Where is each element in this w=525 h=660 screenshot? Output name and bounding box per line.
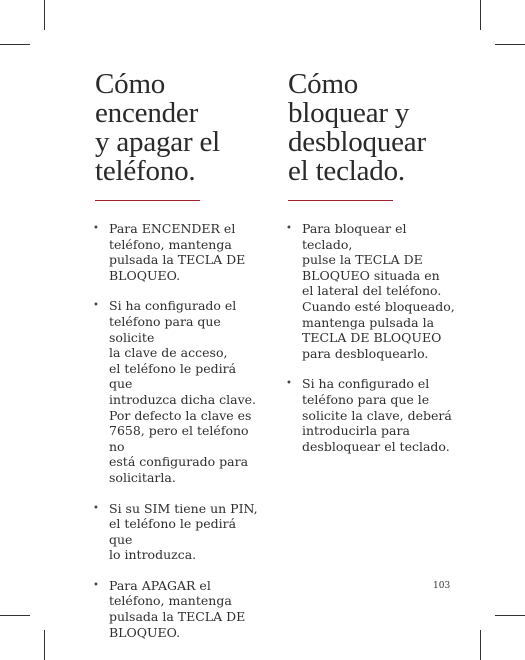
list-item: • Para ENCENDER el teléfono, mantenga pulsada la TECLA DE BLOQUEO. — [93, 221, 246, 283]
page-number: 103 — [433, 581, 451, 591]
list-item: • Si su SIM tiene un PIN, el teléfono le pedirá que lo introduzca. — [93, 500, 258, 563]
bullet-icon: • — [93, 502, 99, 514]
crop-mark-bottom-left — [44, 630, 45, 660]
list-item: • Para bloquear el teclado, pulse la TECLA DE BLOQUEO situada en el lateral del teléfono. Cuando esté bloqueado, mantenga pulsada la TECLA DE BLOQUEO para desbloquearlo. — [286, 221, 455, 361]
bullet-icon: • — [93, 579, 99, 591]
section-title-keypad-lock: Cómo bloquear y desbloquear el teclado. — [288, 68, 426, 187]
crop-mark-top-right — [480, 0, 481, 30]
section-title-power: Cómo encender y apagar el teléfono. — [95, 68, 221, 187]
list-item: • Si ha configurado el teléfono para que le solicite la clave, deberá introducirla para desbloquear el teclado. — [286, 376, 452, 454]
list-item: • Si ha configurado el teléfono para que solicite la clave de acceso, el teléfono le pedirá que introduzca dicha clave. Por defecto la clave es 7658, pero el teléfono no está configurado para solicitarla. — [93, 298, 256, 485]
crop-mark-top-left-h — [0, 44, 30, 45]
crop-mark-top-left — [44, 0, 45, 30]
crop-mark-top-right-h — [495, 44, 525, 45]
title-underline — [288, 200, 393, 201]
crop-mark-bottom-right — [480, 630, 481, 660]
list-item: • Para APAGAR el teléfono, mantenga pulsada la TECLA DE BLOQUEO. — [93, 577, 246, 640]
keypad-lock-instructions-list — [288, 221, 458, 469]
crop-mark-bottom-left-h — [0, 615, 30, 616]
column-keypad-lock — [286, 68, 458, 454]
bullet-icon: • — [286, 223, 292, 234]
column-power-on-off — [93, 68, 260, 640]
crop-mark-bottom-right-h — [495, 615, 525, 616]
power-instructions-list — [95, 221, 260, 655]
bullet-icon: • — [93, 223, 99, 234]
title-underline — [95, 200, 200, 201]
bullet-icon: • — [93, 300, 99, 312]
bullet-icon: • — [286, 378, 292, 390]
